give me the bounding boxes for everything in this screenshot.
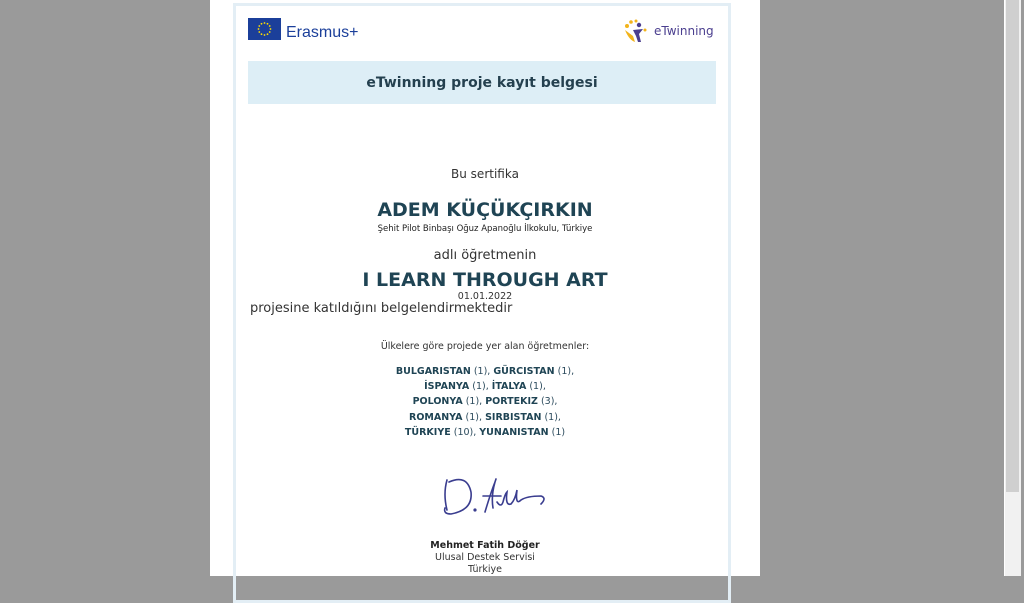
project-title: I LEARN THROUGH ART: [362, 269, 608, 291]
countries-list: BULGARISTAN (1), GÜRCISTAN (1), İSPANYA (1), İTALYA (1), POLONYA (1), PORTEKIZ (3), ROMANYA (1), SIRBISTAN (1), TÜRKIYE (10), YUNANISTAN (1): [395, 366, 575, 438]
country-name: SIRBISTAN: [485, 411, 542, 423]
erasmus-logo-text: Erasmus+: [286, 24, 359, 41]
teacher-name: ADEM KÜÇÜKÇIRKIN: [377, 199, 593, 221]
signature-image: [435, 472, 545, 522]
project-date: 01.01.2022: [457, 291, 513, 302]
country-name: GÜRCISTAN: [493, 366, 555, 377]
country-count: (1): [473, 366, 488, 377]
country-count: (1): [557, 366, 572, 377]
eu-flag-icon: [248, 18, 281, 40]
country-name: TÜRKIYE: [404, 426, 451, 438]
signatory-country: Türkiye: [467, 564, 503, 575]
intro-text: Bu sertifika: [451, 167, 519, 181]
etwinning-logo: [622, 18, 714, 44]
signatory-name: Mehmet Fatih Döğer: [430, 540, 540, 551]
school-name: Şehit Pilot Binbaşı Oğuz Apanoğlu İlkokulu, Türkiye: [377, 224, 593, 234]
country-name: BULGARISTAN: [395, 366, 471, 377]
etwinning-figure-icon: [622, 18, 652, 44]
statement-text: projesine katıldığını belgelendirmektedir: [250, 301, 513, 316]
country-name: YUNANISTAN: [479, 426, 549, 438]
country-name: POLONYA: [412, 396, 463, 408]
country-count: (3): [540, 396, 555, 408]
etwinning-logo-text: eTwinning: [654, 24, 714, 38]
country-count: (1): [551, 426, 566, 438]
teacher-phrase: adlı öğretmenin: [433, 248, 537, 263]
country-count: (1): [472, 381, 486, 393]
country-count: (10): [453, 426, 474, 438]
country-count: (1): [465, 411, 480, 423]
country-count: (1): [465, 396, 480, 408]
signatory-role: Ulusal Destek Servisi: [435, 552, 535, 563]
document-title-banner: eTwinning proje kayıt belgesi: [248, 61, 716, 104]
country-name: İTALYA: [491, 381, 527, 393]
country-count: (1): [544, 411, 558, 423]
certificate-page: [210, 0, 760, 576]
country-name: ROMANYA: [409, 411, 463, 423]
country-name: İSPANYA: [424, 381, 470, 393]
country-count: (1): [529, 381, 543, 393]
scrollbar-thumb[interactable]: [1006, 0, 1019, 492]
country-name: PORTEKIZ: [485, 396, 538, 408]
countries-heading: Ülkelere göre projede yer alan öğretmenler:: [380, 341, 590, 352]
